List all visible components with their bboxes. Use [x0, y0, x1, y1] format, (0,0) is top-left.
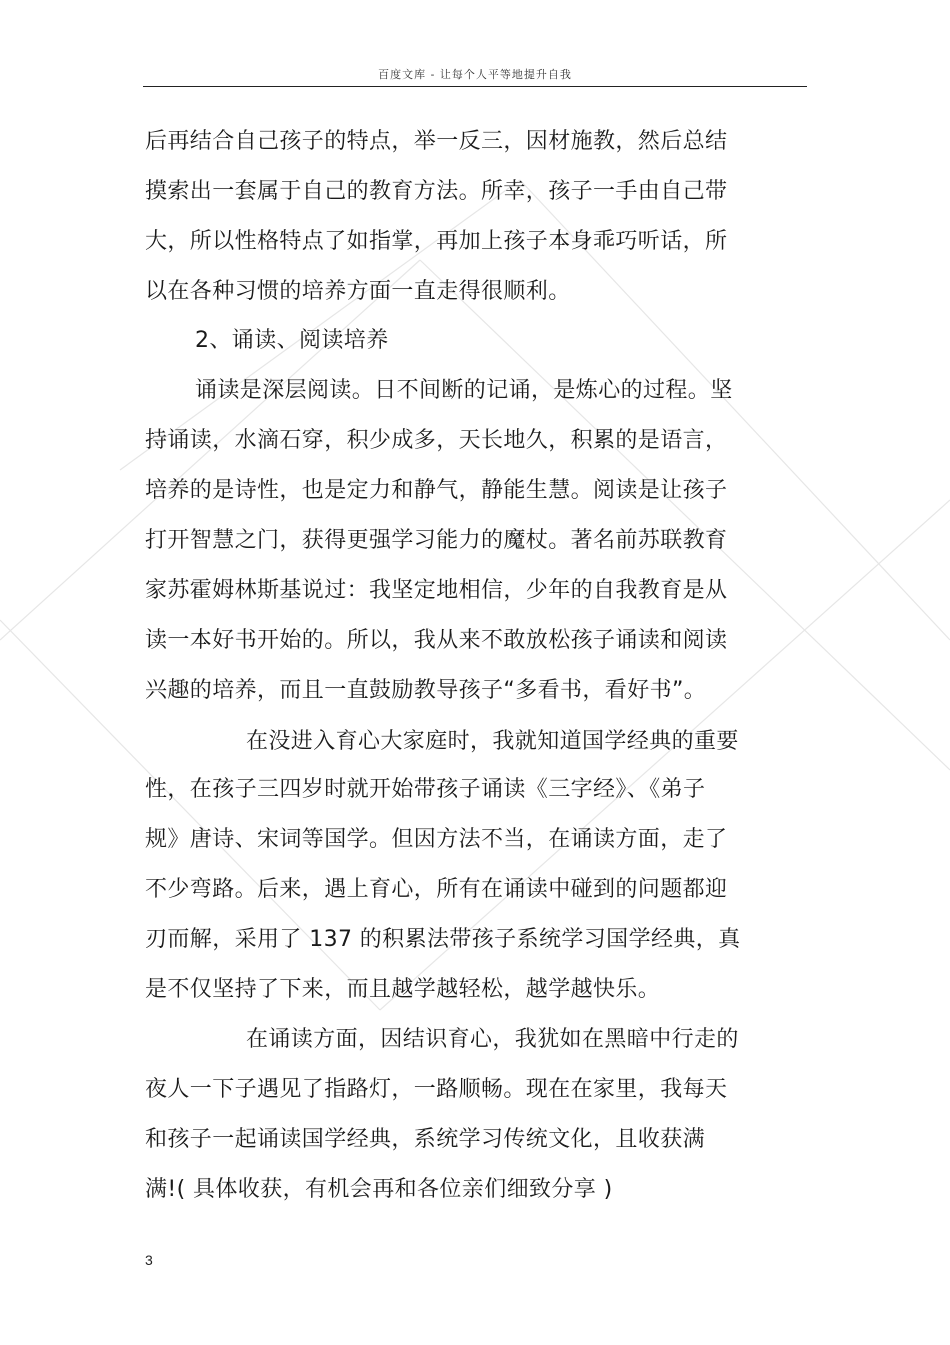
body-line: 夜人一下子遇见了指路灯，一路顺畅。现在在家里，我每天 [145, 1077, 728, 1102]
body-line: 培养的是诗性，也是定力和静气，静能生慧。阅读是让孩子 [145, 478, 728, 503]
body-line: 刃而解，采用了 137 的积累法带孩子系统学习国学经典，真 [145, 927, 741, 952]
body-line: 诵读是深层阅读。日不间断的记诵，是炼心的过程。坚 [195, 378, 733, 403]
body-line: 持诵读，水滴石穿，积少成多，天长地久，积累的是语言， [145, 428, 728, 453]
body-line: 摸索出一套属于自己的教育方法。所幸，孩子一手由自己带 [145, 179, 728, 204]
body-line: 不少弯路。后来，遇上育心，所有在诵读中碰到的问题都迎 [145, 877, 728, 902]
body-line: 读一本好书开始的。所以，我从来不敢放松孩子诵读和阅读 [145, 628, 728, 653]
header-divider [143, 86, 807, 87]
body-line: 兴趣的培养，而且一直鼓励教导孩子“多看书，看好书”。 [145, 678, 707, 703]
body-line: 和孩子一起诵读国学经典，系统学习传统文化，且收获满 [145, 1127, 706, 1152]
section-heading: 2、诵读、阅读培养 [195, 328, 389, 353]
body-line: 打开智慧之门，获得更强学习能力的魔杖。著名前苏联教育 [145, 528, 728, 553]
page-header: 百度文库 - 让每个人平等地提升自我 [378, 68, 572, 81]
body-line: 规》唐诗、宋词等国学。但因方法不当，在诵读方面，走了 [145, 827, 728, 852]
body-line: 后再结合自己孩子的特点，举一反三，因材施教，然后总结 [145, 129, 728, 154]
body-line: 在诵读方面，因结识育心，我犹如在黑暗中行走的 [246, 1027, 739, 1052]
body-line: 在没进入育心大家庭时，我就知道国学经典的重要 [246, 729, 739, 754]
body-line: 是不仅坚持了下来，而且越学越轻松，越学越快乐。 [145, 977, 661, 1002]
body-line: 家苏霍姆林斯基说过：我坚定地相信，少年的自我教育是从 [145, 578, 728, 603]
body-line: 性，在孩子三四岁时就开始带孩子诵读《三字经》、《弟子 [145, 777, 706, 802]
body-line: 以在各种习惯的培养方面一直走得很顺利。 [145, 279, 571, 304]
body-line: 大，所以性格特点了如指掌，再加上孩子本身乖巧听话，所 [145, 229, 728, 254]
page-number: 3 [145, 1252, 153, 1268]
body-line: 满!( 具体收获，有机会再和各位亲们细致分享 ) [145, 1177, 613, 1202]
